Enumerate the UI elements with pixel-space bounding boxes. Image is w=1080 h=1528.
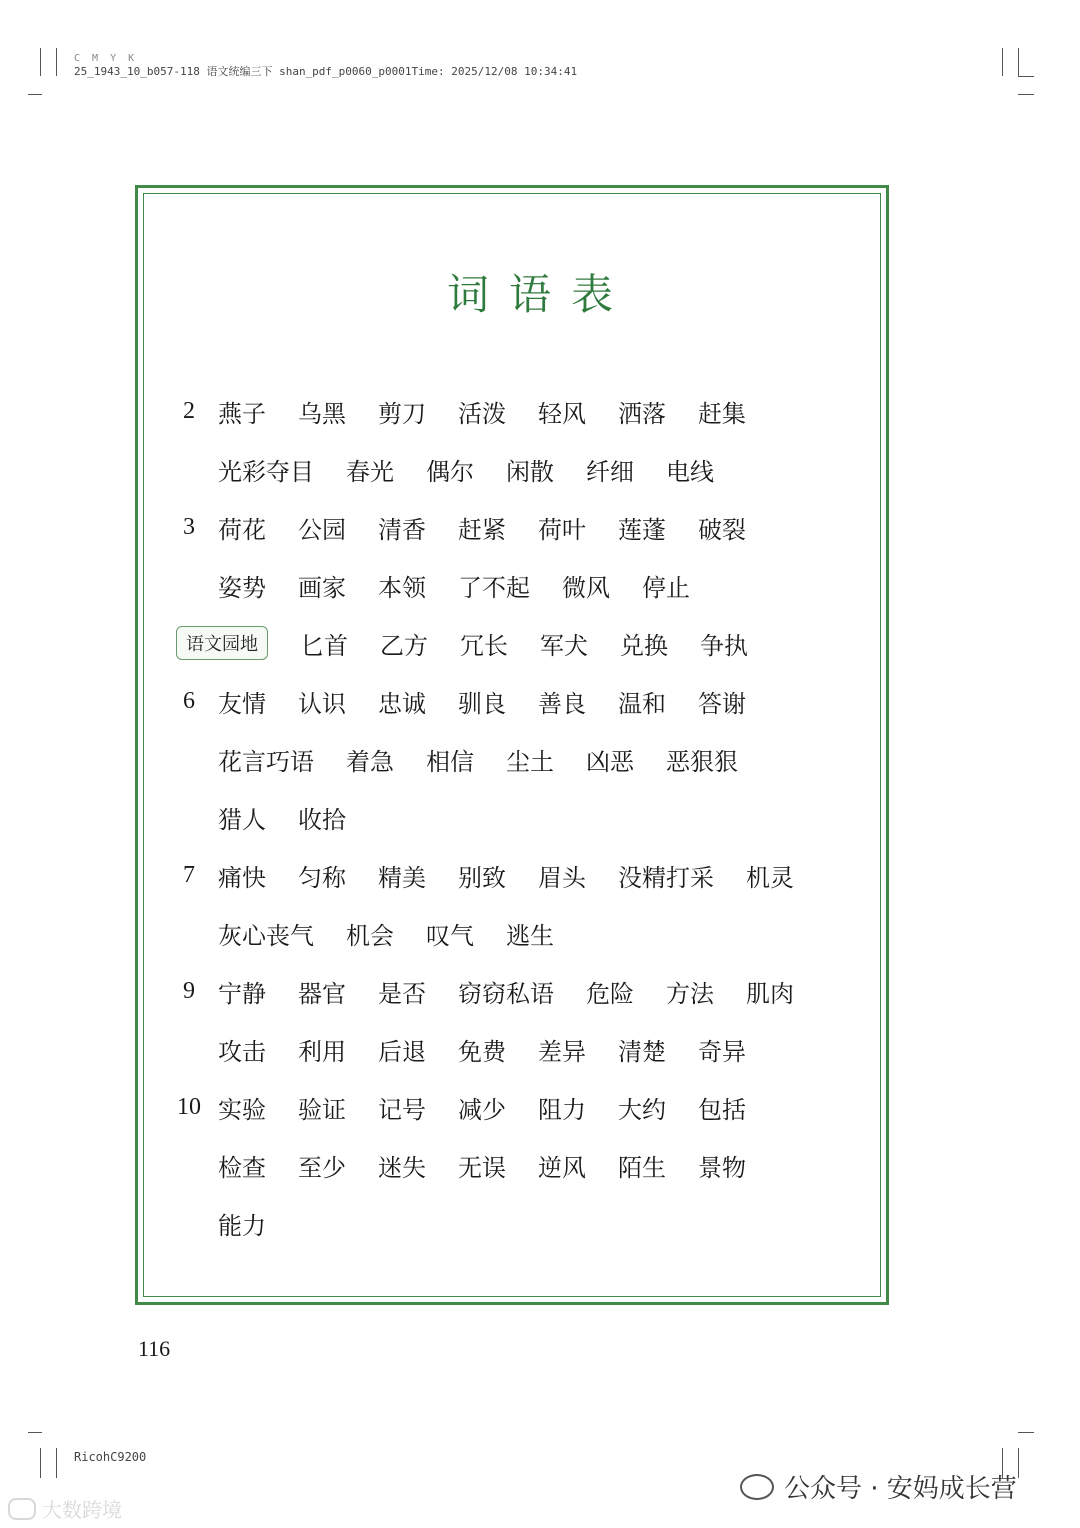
vocab-word: 莲蓬 <box>618 515 666 544</box>
vocab-word: 光彩夺目 <box>218 457 314 486</box>
watermark-left-text: 大数跨境 <box>42 1498 122 1522</box>
vocab-word: 验证 <box>298 1095 346 1124</box>
printer-label: RicohC9200 <box>74 1450 147 1464</box>
cmyk-marks: C M Y K <box>74 53 138 64</box>
vocab-row <box>160 1078 880 1136</box>
vocab-word: 着急 <box>346 747 394 776</box>
vocab-word: 花言巧语 <box>218 747 314 776</box>
crop-mark <box>1018 1448 1019 1478</box>
vocab-word: 猎人 <box>218 805 266 834</box>
vocab-word: 认识 <box>298 689 346 718</box>
vocab-word: 兑换 <box>620 631 668 660</box>
vocab-row <box>160 672 880 730</box>
vocab-row <box>160 382 880 440</box>
vocab-word: 实验 <box>218 1095 266 1124</box>
vocab-row <box>160 730 880 788</box>
vocab-word: 匀称 <box>298 863 346 892</box>
vocab-word: 清香 <box>378 515 426 544</box>
vocab-word: 精美 <box>378 863 426 892</box>
vocab-word: 检查 <box>218 1153 266 1182</box>
vocab-word: 春光 <box>346 457 394 486</box>
vocab-word: 肌肉 <box>746 979 794 1008</box>
vocab-word: 友情 <box>218 689 266 718</box>
vocab-row <box>160 1194 880 1252</box>
vocab-word: 别致 <box>458 863 506 892</box>
vocab-row <box>160 846 880 904</box>
page-title: 词语表 <box>446 270 633 319</box>
vocab-word: 纤细 <box>586 457 634 486</box>
word-group <box>218 394 778 429</box>
vocab-word: 叹气 <box>426 921 474 950</box>
vocabulary-list <box>160 382 880 1252</box>
vocab-row <box>160 904 880 962</box>
watermark-logo-icon <box>8 1498 36 1520</box>
vocab-word: 利用 <box>298 1037 346 1066</box>
vocab-word: 是否 <box>378 979 426 1008</box>
vocab-row <box>160 788 880 846</box>
vocab-word: 痛快 <box>218 863 266 892</box>
vocab-word: 宁静 <box>218 979 266 1008</box>
watermark-left <box>8 1494 122 1523</box>
vocab-word: 奇异 <box>698 1037 746 1066</box>
vocab-word: 差异 <box>538 1037 586 1066</box>
vocab-word: 收拾 <box>298 805 346 834</box>
vocab-word: 方法 <box>666 979 714 1008</box>
lesson-number: 6 <box>183 687 195 714</box>
word-group <box>218 1090 778 1125</box>
vocab-word: 乌黑 <box>298 399 346 428</box>
word-group <box>218 1032 778 1067</box>
lesson-number: 2 <box>183 397 195 424</box>
vocab-word: 温和 <box>618 689 666 718</box>
vocab-word: 后退 <box>378 1037 426 1066</box>
vocab-word: 灰心丧气 <box>218 921 314 950</box>
vocab-row <box>160 614 880 672</box>
vocab-word: 洒落 <box>618 399 666 428</box>
vocab-word: 电线 <box>666 457 714 486</box>
vocab-word: 冗长 <box>460 631 508 660</box>
vocab-word: 偶尔 <box>426 457 474 486</box>
vocab-word: 闲散 <box>506 457 554 486</box>
page-number: 116 <box>138 1336 171 1361</box>
vocab-row <box>160 1136 880 1194</box>
word-group <box>218 568 722 603</box>
vocab-word: 荷叶 <box>538 515 586 544</box>
vocab-word: 公园 <box>298 515 346 544</box>
crop-mark <box>1018 48 1019 76</box>
vocab-word: 能力 <box>218 1211 266 1240</box>
vocab-word: 恶狠狠 <box>666 747 738 776</box>
vocab-row <box>160 440 880 498</box>
vocab-word: 至少 <box>298 1153 346 1182</box>
vocab-word: 眉头 <box>538 863 586 892</box>
vocab-word: 尘土 <box>506 747 554 776</box>
lesson-number: 7 <box>183 861 195 888</box>
vocab-word: 逃生 <box>506 921 554 950</box>
vocab-word: 包括 <box>698 1095 746 1124</box>
crop-mark <box>1002 48 1003 76</box>
crop-mark <box>28 94 42 95</box>
word-group <box>218 684 778 719</box>
vocab-word: 乙方 <box>380 631 428 660</box>
crop-mark <box>56 1448 57 1478</box>
vocab-word: 记号 <box>378 1095 426 1124</box>
vocab-word: 善良 <box>538 689 586 718</box>
vocab-word: 剪刀 <box>378 399 426 428</box>
vocab-word: 逆风 <box>538 1153 586 1182</box>
word-group <box>218 510 778 545</box>
vocab-word: 赶集 <box>698 399 746 428</box>
vocab-word: 本领 <box>378 573 426 602</box>
crop-mark <box>56 48 57 76</box>
vocab-word: 破裂 <box>698 515 746 544</box>
wechat-icon <box>740 1474 774 1500</box>
vocab-word: 驯良 <box>458 689 506 718</box>
word-group <box>218 1148 778 1183</box>
vocab-word: 景物 <box>698 1153 746 1182</box>
vocab-word: 姿势 <box>218 573 266 602</box>
print-header <box>74 52 577 78</box>
vocab-word: 燕子 <box>218 399 266 428</box>
vocab-word: 没精打采 <box>618 863 714 892</box>
vocab-word: 窃窃私语 <box>458 979 554 1008</box>
word-group <box>218 1206 298 1241</box>
lesson-number: 3 <box>183 513 195 540</box>
vocab-word: 迷失 <box>378 1153 426 1182</box>
vocab-row <box>160 1020 880 1078</box>
watermark-right <box>740 1468 1017 1505</box>
vocab-word: 了不起 <box>458 573 530 602</box>
word-group <box>218 916 586 951</box>
vocab-word: 无误 <box>458 1153 506 1182</box>
crop-mark <box>1018 76 1034 77</box>
vocab-row <box>160 498 880 556</box>
crop-mark <box>1018 94 1034 95</box>
word-group <box>218 452 746 487</box>
vocab-word: 凶恶 <box>586 747 634 776</box>
word-group <box>218 800 378 835</box>
vocab-word: 攻击 <box>218 1037 266 1066</box>
word-group <box>218 858 826 893</box>
vocab-word: 机会 <box>346 921 394 950</box>
watermark-right-text: 公众号 · 安妈成长营 <box>784 1474 1017 1504</box>
section-badge-wrap <box>176 626 300 660</box>
vocab-word: 机灵 <box>746 863 794 892</box>
vocab-word: 减少 <box>458 1095 506 1124</box>
vocab-word: 陌生 <box>618 1153 666 1182</box>
vocab-word: 匕首 <box>300 631 348 660</box>
crop-mark <box>28 1432 42 1433</box>
vocab-word: 器官 <box>298 979 346 1008</box>
word-group <box>218 742 770 777</box>
vocab-word: 画家 <box>298 573 346 602</box>
vocab-word: 活泼 <box>458 399 506 428</box>
vocab-word: 忠诚 <box>378 689 426 718</box>
print-info-line: 25_1943_10_b057-118 语文统编三下 shan_pdf_p0060_p0001Time: 2025/12/08 10:34:41 <box>74 65 578 78</box>
vocab-word: 阻力 <box>538 1095 586 1124</box>
vocab-word: 危险 <box>586 979 634 1008</box>
vocab-word: 相信 <box>426 747 474 776</box>
word-group <box>300 626 780 661</box>
vocab-word: 停止 <box>642 573 690 602</box>
vocab-row <box>160 962 880 1020</box>
vocab-word: 清楚 <box>618 1037 666 1066</box>
vocab-word: 荷花 <box>218 515 266 544</box>
lesson-number: 9 <box>183 977 195 1004</box>
vocab-word: 赶紧 <box>458 515 506 544</box>
lesson-number: 10 <box>177 1093 201 1120</box>
vocab-word: 免费 <box>458 1037 506 1066</box>
word-group <box>218 974 826 1009</box>
vocab-word: 答谢 <box>698 689 746 718</box>
vocab-row <box>160 556 880 614</box>
vocab-word: 大约 <box>618 1095 666 1124</box>
vocab-word: 微风 <box>562 573 610 602</box>
vocab-word: 争执 <box>700 631 748 660</box>
vocab-word: 轻风 <box>538 399 586 428</box>
crop-mark <box>1018 1432 1034 1433</box>
crop-mark <box>40 48 41 76</box>
section-badge: 语文园地 <box>176 626 268 660</box>
vocab-word: 军犬 <box>540 631 588 660</box>
crop-mark <box>40 1448 41 1478</box>
